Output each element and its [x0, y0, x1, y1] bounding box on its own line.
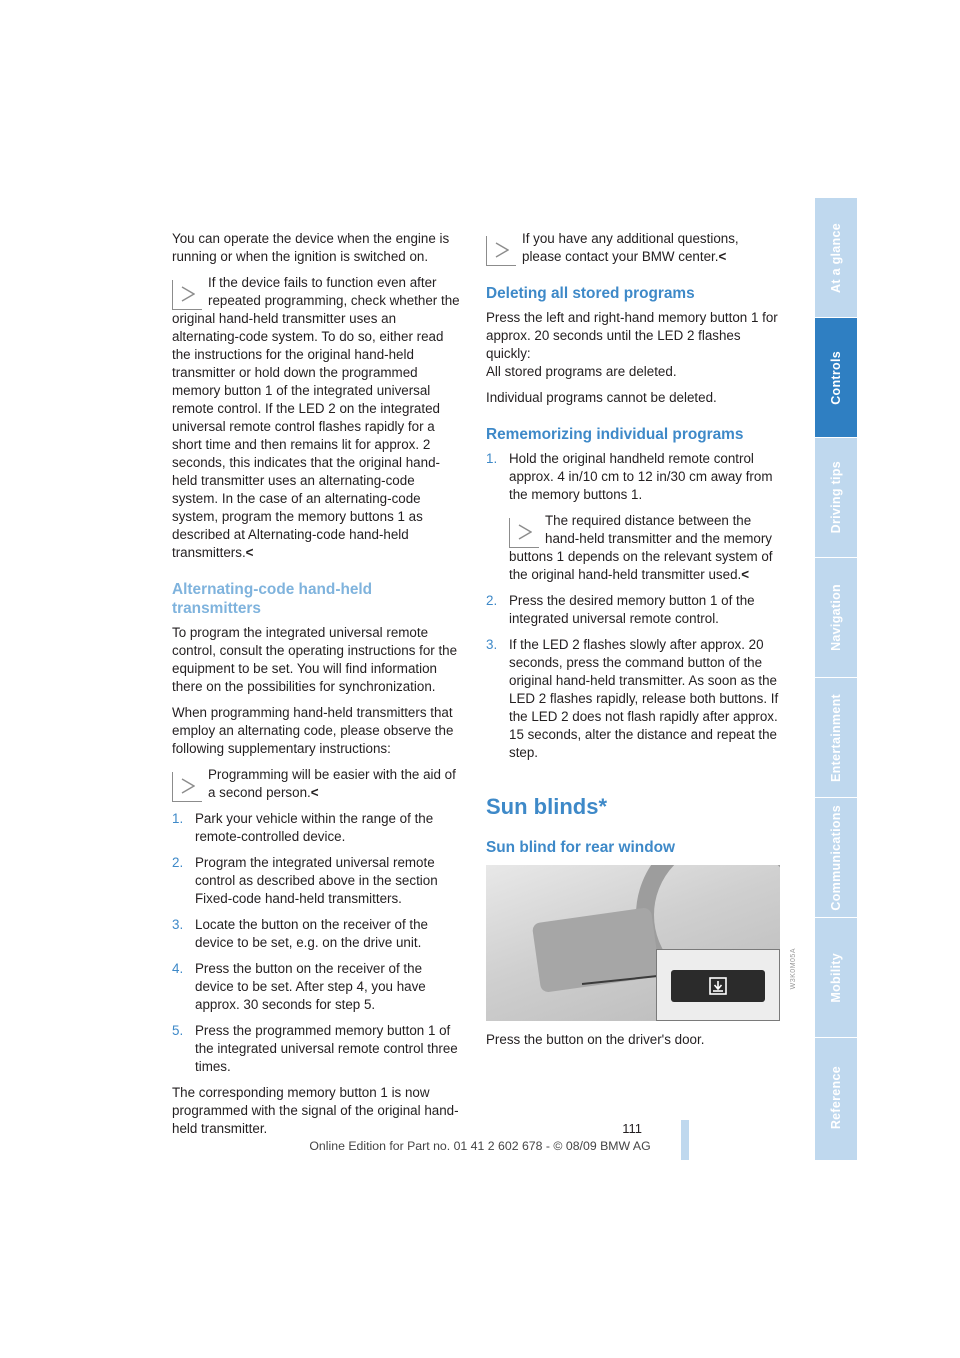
- heading-rear-window-blind: Sun blind for rear window: [486, 839, 675, 856]
- heading-sun-blinds: Sun blinds*: [486, 794, 607, 819]
- note-bmw-center: [486, 230, 780, 266]
- note-arrow-icon: [509, 518, 539, 548]
- photo-caption: Press the button on the driver's door.: [486, 1032, 705, 1047]
- section-tabs: [815, 198, 857, 1160]
- rememorize-steps-list: [486, 450, 780, 762]
- tab-label: Communications: [829, 804, 843, 911]
- step-text: Press the desired memory button 1 of the integrated universal remote control.: [509, 593, 755, 626]
- list-item: [172, 810, 464, 846]
- tab-entertainment[interactable]: [815, 678, 857, 798]
- note-text: If the device fails to function even after repeated programming, check whether the original hand-held transmitter uses an alternating-code system. To do so, either read the instructions for the original hand-held transmitter or hold down the programmed memory button 1 of the integrated universal remote control. If the LED 2 on the integrated universal remote control flashes rapidly for a short time and then remains lit for approx. 2 seconds, this indicates that the original hand-held transmitter uses an alternating-code system. In the case of an alternating-code system, program the memory buttons 1 as described at Alternating-code hand-held transmitters.: [172, 275, 460, 560]
- note-text: Programming will be easier with the aid of a second person.: [208, 767, 456, 800]
- note-arrow-icon: [486, 236, 516, 266]
- heading-rememorizing: Rememorizing individual programs: [486, 426, 744, 443]
- end-mark: <: [245, 545, 254, 560]
- step-text: Press the button on the receiver of the device to be set. After step 4, you have approx. 30 seconds for step 5.: [195, 961, 426, 1012]
- list-item: [486, 592, 780, 628]
- note-distance: [509, 512, 780, 584]
- intro-paragraph: You can operate the device when the engine is running or when the ignition is switched on.: [172, 231, 450, 264]
- step-text: Program the integrated universal remote control as described above in the section Fixed-code hand-held transmitters.: [195, 855, 438, 906]
- footer-edition: Online Edition for Part no. 01 41 2 602 678 - © 08/09 BMW AG: [309, 1139, 651, 1153]
- step-number: 5.: [172, 1023, 184, 1038]
- tab-driving-tips[interactable]: [815, 438, 857, 558]
- step-text: Park your vehicle within the range of the remote-controlled device.: [195, 811, 434, 844]
- note-second-person: [172, 766, 464, 802]
- step-number: 4.: [172, 961, 184, 976]
- alt-paragraph-1: To program the integrated universal remote control, consult the operating instructions for the equipment to be set. You will find information there on the possibilities for synchronization.: [172, 625, 458, 694]
- heading-deleting-programs: Deleting all stored programs: [486, 285, 695, 302]
- tab-label: Controls: [829, 350, 843, 405]
- step-text: Hold the original handheld remote control approx. 4 in/10 cm to 12 in/30 cm away from the memory buttons 1.: [509, 451, 773, 502]
- note-text: The required distance between the hand-held transmitter and the memory buttons 1 depends on the relevant system of the original hand-held transmitter used.: [509, 513, 773, 582]
- end-mark: <: [718, 249, 727, 264]
- note-text: If you have any additional questions, please contact your BMW center.: [522, 231, 739, 264]
- photo-code: W3K0M05A: [790, 948, 797, 990]
- tab-communications[interactable]: [815, 798, 857, 918]
- alt-paragraph-2: When programming hand-held transmitters that employ an alternating code, please observe the following supplementary instructions:: [172, 705, 454, 756]
- tab-navigation[interactable]: [815, 558, 857, 678]
- list-item: [486, 450, 780, 584]
- alternating-steps-list: [172, 810, 464, 1076]
- step-number: 1.: [486, 451, 498, 466]
- sun-blind-icon: [709, 977, 727, 995]
- door-button-photo: [486, 865, 780, 1021]
- note-arrow-icon: [172, 772, 202, 802]
- tab-label: Mobility: [829, 952, 843, 1003]
- step-number: 3.: [486, 637, 498, 652]
- note-repeated-programming: [172, 274, 464, 562]
- note-arrow-icon: [172, 280, 202, 310]
- list-item: [486, 636, 780, 762]
- outro-paragraph: The corresponding memory button 1 is now programmed with the signal of the original hand-held transmitter.: [172, 1085, 459, 1136]
- step-text: Locate the button on the receiver of the device to be set, e.g. on the drive unit.: [195, 917, 429, 950]
- step-number: 1.: [172, 811, 184, 826]
- tab-label: At a glance: [829, 222, 843, 293]
- door-panel-shape: [532, 907, 661, 993]
- list-item: [172, 960, 464, 1014]
- step-text: Press the programmed memory button 1 of the integrated universal remote control three times.: [195, 1023, 458, 1074]
- tab-label: Reference: [829, 1066, 843, 1130]
- sun-blind-button-image: [671, 970, 765, 1002]
- tab-label: Navigation: [829, 584, 843, 651]
- list-item: [172, 916, 464, 952]
- delete-paragraph-1: Press the left and right-hand memory button 1 for approx. 20 seconds until the LED 2 flashes quickly:: [486, 310, 778, 361]
- button-closeup-inset: [656, 949, 780, 1021]
- step-number: 2.: [486, 593, 498, 608]
- tab-controls[interactable]: [815, 318, 857, 438]
- left-column: [172, 230, 464, 1146]
- tab-mobility[interactable]: [815, 918, 857, 1038]
- list-item: [172, 1022, 464, 1076]
- delete-paragraph-1b: All stored programs are deleted.: [486, 364, 677, 379]
- end-mark: <: [310, 785, 319, 800]
- right-column: [486, 230, 780, 1057]
- step-number: 3.: [172, 917, 184, 932]
- end-mark: <: [741, 567, 750, 582]
- delete-paragraph-2: Individual programs cannot be deleted.: [486, 390, 717, 405]
- tab-label: Driving tips: [829, 461, 843, 534]
- page-number: 111: [622, 1121, 642, 1136]
- step-text: If the LED 2 flashes slowly after approx. 20 seconds, press the command button of the original hand-held transmitter. As soon as the LED 2 flashes rapidly, release both buttons. If the LED 2 does not flash rapidly after approx. 15 seconds, alter the distance and repeat the step.: [509, 637, 779, 760]
- list-item: [172, 854, 464, 908]
- step-number: 2.: [172, 855, 184, 870]
- tab-at-a-glance[interactable]: [815, 198, 857, 318]
- tab-label: Entertainment: [829, 693, 843, 782]
- heading-alternating-code: Alternating-code hand-held transmitters: [172, 581, 373, 617]
